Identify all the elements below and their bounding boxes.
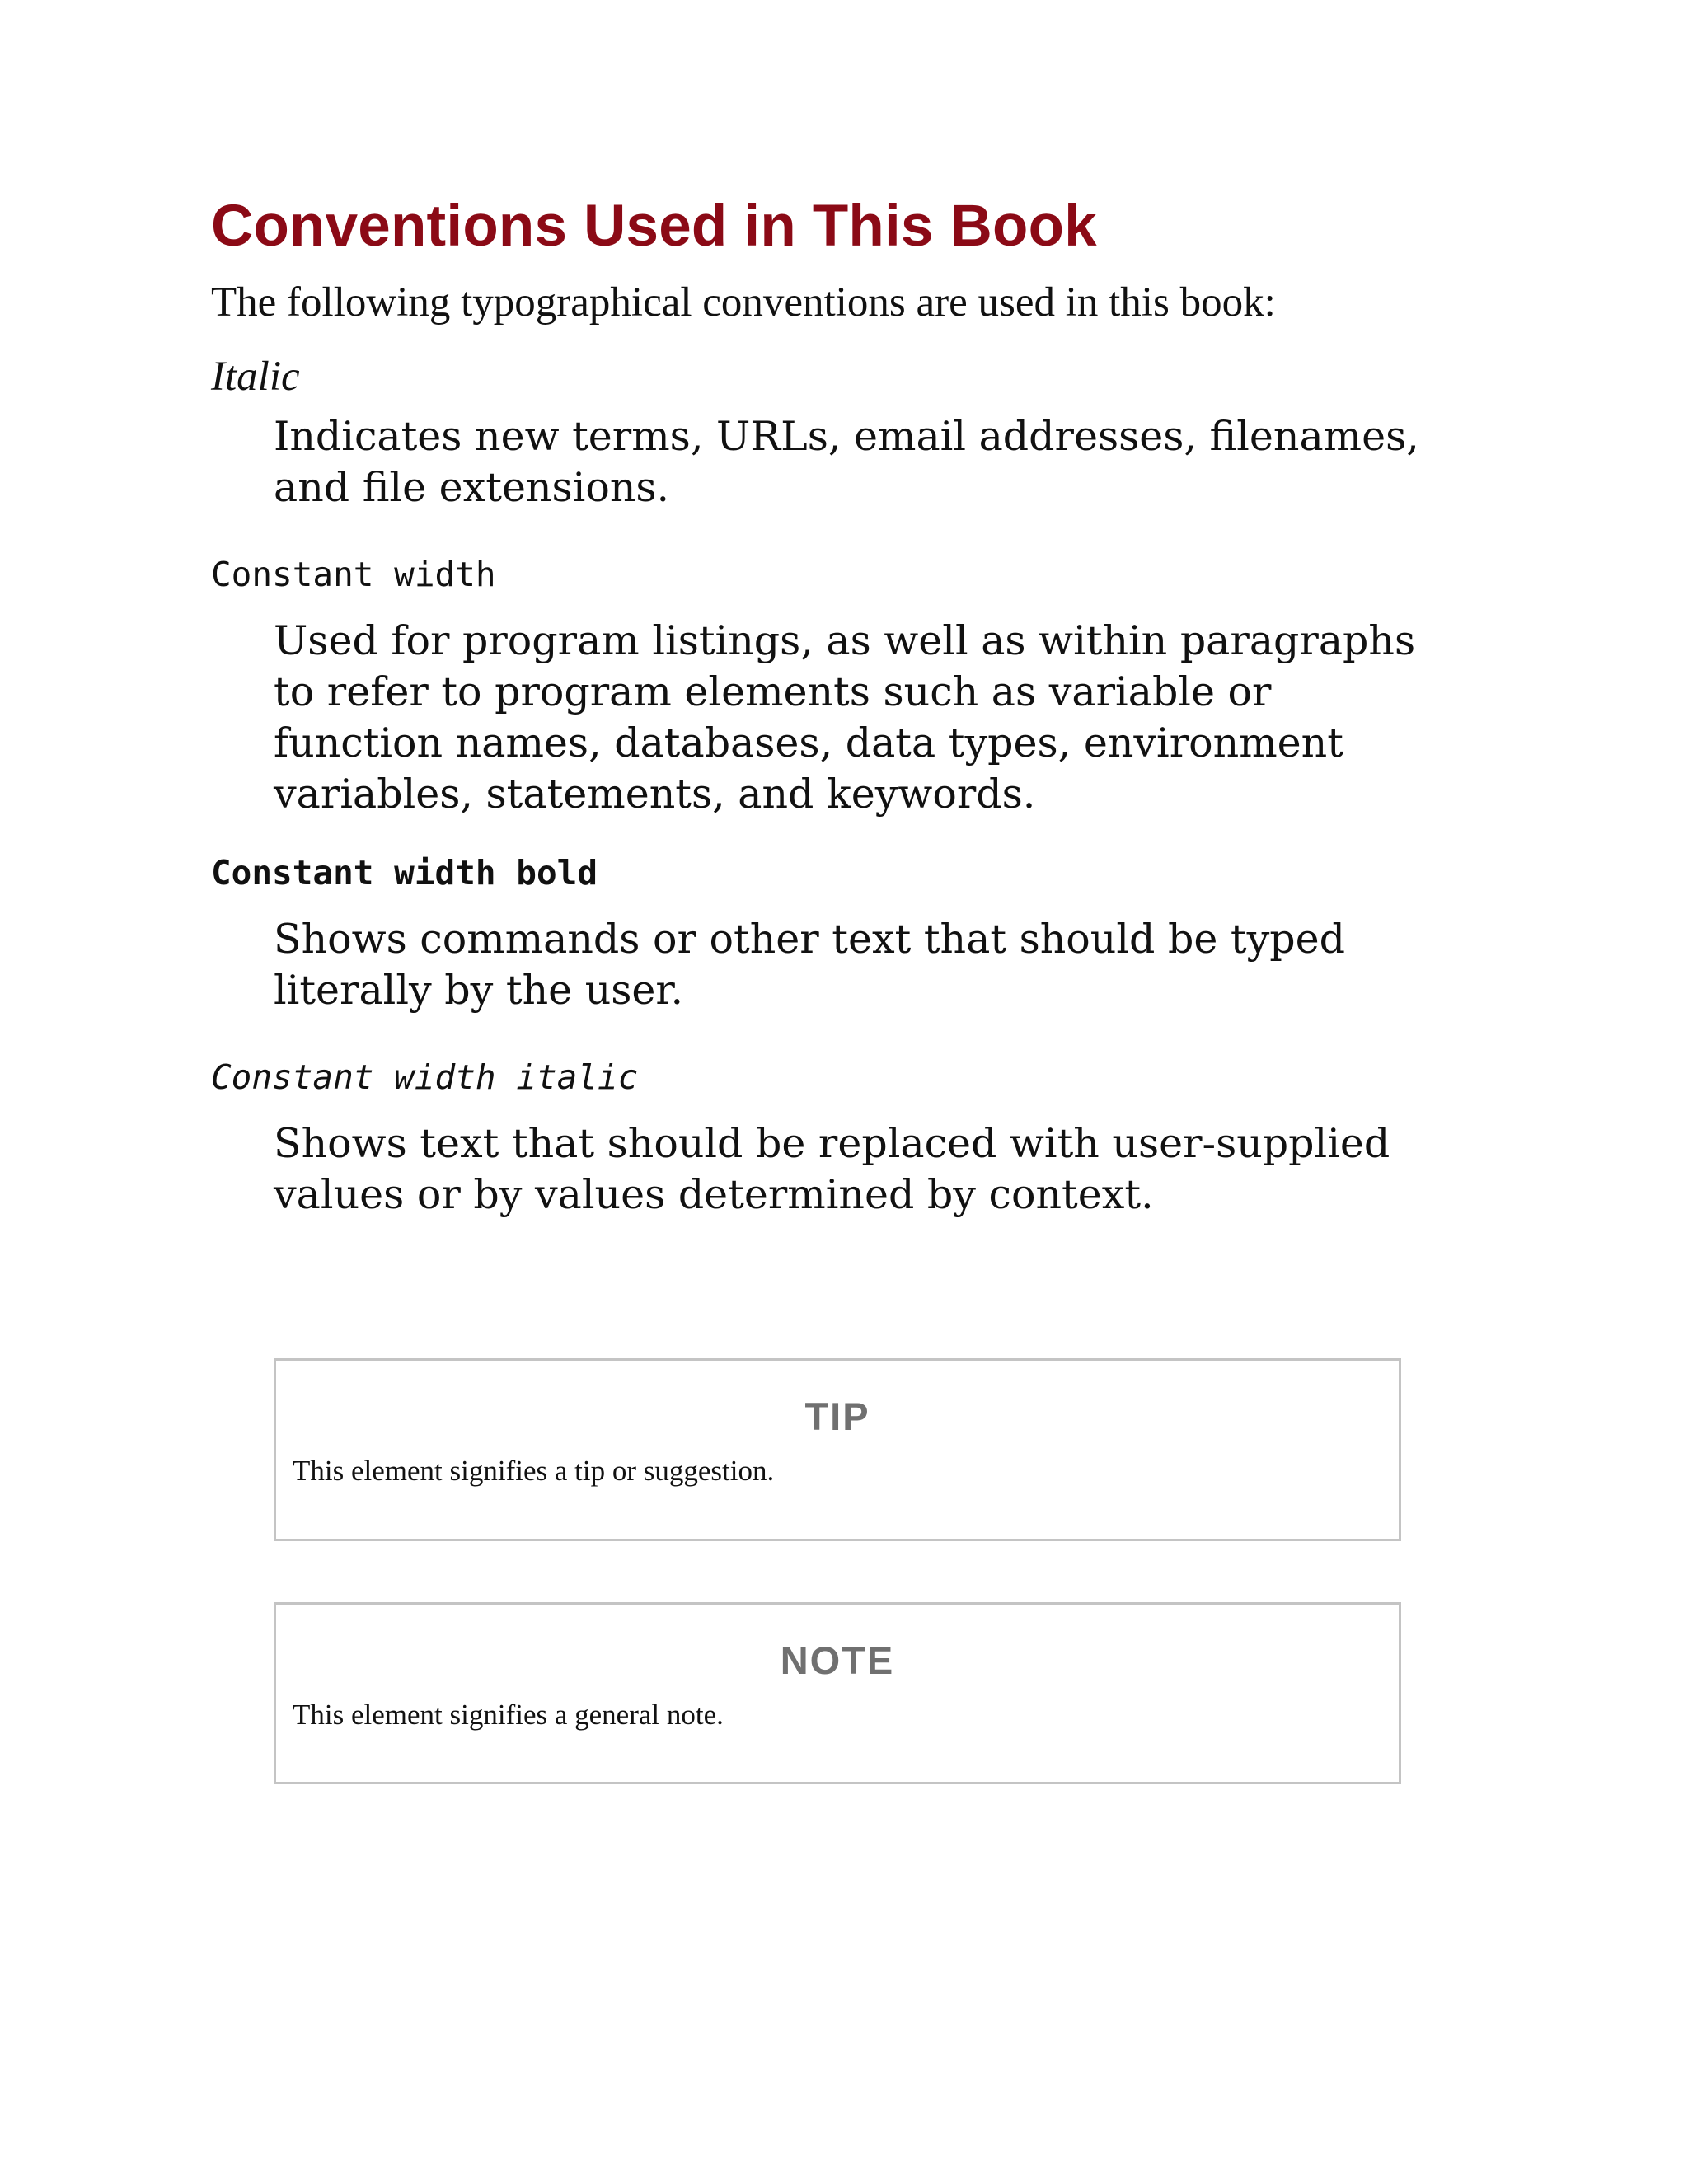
description-constant-width-bold: Shows commands or other text that should be typed literally by the user.: [274, 916, 1346, 1014]
term-constant-width-italic: Constant width italic: [211, 1057, 639, 1097]
tip-callout-body: This element signifies a tip or suggestion.: [293, 1455, 775, 1487]
term-constant-width: Constant width: [211, 555, 496, 594]
intro-paragraph: The following typographical conventions are used in this book:: [211, 279, 1276, 326]
description-constant-width: Used for program listings, as well as within paragraphs to refer to program elements such as variable or function names, databases, data types, environment variables, statements, and keywords.: [274, 617, 1416, 818]
note-callout-title: NOTE: [780, 1638, 895, 1682]
note-callout: [274, 1602, 1401, 1784]
term-italic: Italic: [211, 354, 300, 400]
note-callout-body: This element signifies a general note.: [293, 1699, 724, 1731]
term-constant-width-bold: Constant width bold: [211, 853, 598, 893]
tip-callout-title: TIP: [804, 1394, 870, 1438]
section-heading: Conventions Used in This Book: [211, 194, 1097, 259]
description-italic: Indicates new terms, URLs, email addresses, filenames, and file extensions.: [274, 413, 1419, 511]
description-constant-width-italic: Shows text that should be replaced with user-supplied values or by values determined by context.: [274, 1120, 1390, 1218]
conventions-section: [211, 194, 1497, 1221]
tip-callout: [274, 1358, 1401, 1541]
